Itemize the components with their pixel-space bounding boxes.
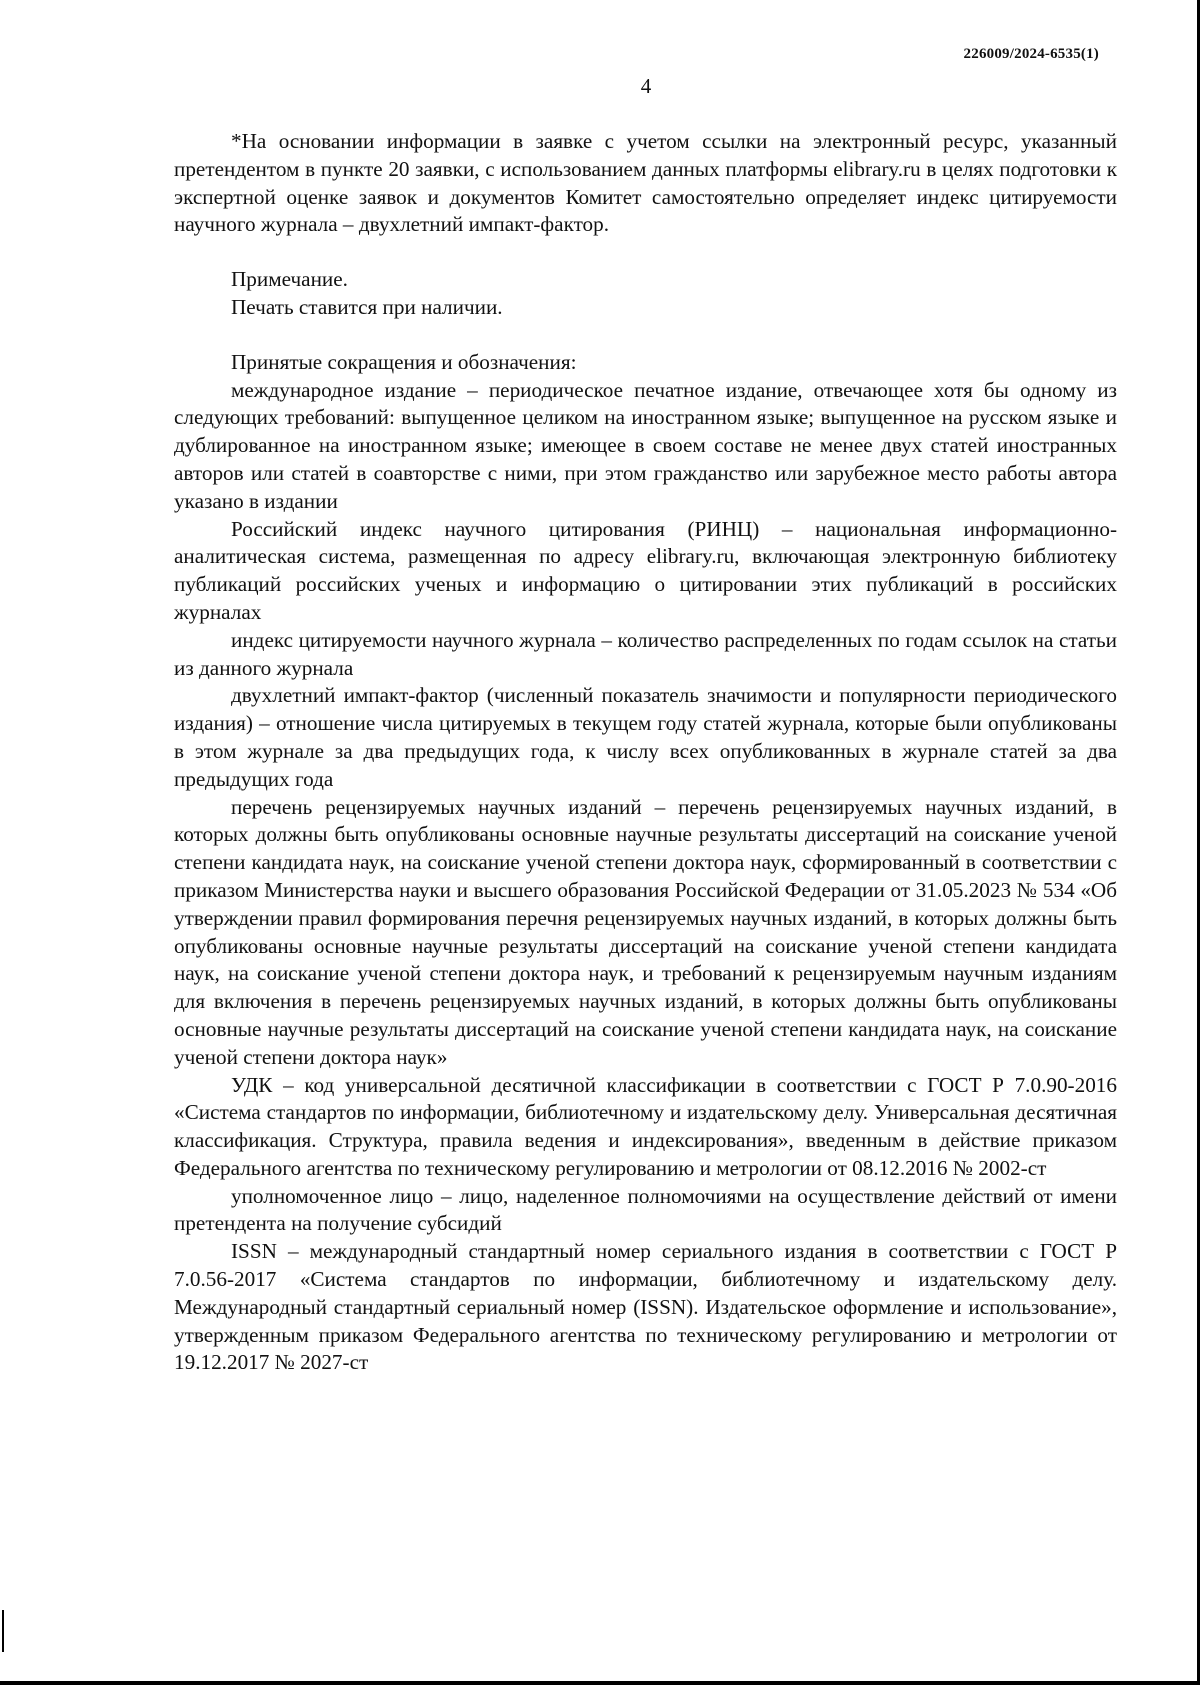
abbreviation-udk: УДК – код универсальной десятичной классификации в соответствии с ГОСТ Р 7.0.90-2016 «Система стандартов по информации, библиотечному и издательскому делу. Универсальная десятичная классификация. Структура, правила ведения и индексирования», введенным в действие приказом Федерального агентства по техническому регулированию и метрологии от 08.12.2016 № 2002-ст <box>174 1072 1117 1180</box>
document-body <box>174 128 1117 1377</box>
footnote-paragraph: *На основании информации в заявке с учетом ссылки на электронный ресурс, указанный претендентом в пункте 20 заявки, с использованием данных платформы elibrary.ru в целях подготовки к экспертной оценке заявок и документов Комитет самостоятельно определяет индекс цитируемости научного журнала – двухлетний импакт-фактор. <box>174 129 1117 237</box>
spacer <box>174 239 1117 266</box>
spacer <box>174 322 1117 349</box>
abbreviation-authorized-person: уполномоченное лицо – лицо, наделенное полномочиями на осуществление действий от имени претендента на получение субсидий <box>174 1183 1117 1236</box>
page-number: 4 <box>640 74 652 98</box>
abbreviations-title: Принятые сокращения и обозначения: <box>231 349 577 374</box>
note-title: Примечание. <box>231 267 348 292</box>
abbreviation-citation-index: индекс цитируемости научного журнала – количество распределенных по годам ссылок на статьи из данного журнала <box>174 627 1117 680</box>
abbreviation-rinc: Российский индекс научного цитирования (РИНЦ) – национальная информационно-аналитическая система, размещенная по адресу elibrary.ru, включающая электронную библиотеку публикаций российских ученых и информацию о цитировании этих публикаций в российских журналах <box>174 516 1117 624</box>
document-registration-number: 226009/2024-6535(1) <box>963 46 1099 62</box>
abbreviation-peer-reviewed-list: перечень рецензируемых научных изданий – перечень рецензируемых научных изданий, в которых должны быть опубликованы основные научные результаты диссертаций на соискание ученой степени кандидата наук, на соискание ученой степени доктора наук, сформированный в соответствии с приказом Министерства науки и высшего образования Российской Федерации от 31.05.2023 № 534 «Об утверждении правил формирования перечня рецензируемых научных изданий, в которых должны быть опубликованы основные научные результаты диссертаций на соискание ученой степени кандидата наук, на соискание ученой степени доктора наук, и требований к рецензируемым научным изданиям для включения в перечень рецензируемых научных изданий, в которых должны быть опубликованы основные научные результаты диссертаций на соискание ученой степени кандидата наук, на соискание ученой степени доктора наук» <box>174 794 1117 1069</box>
scan-mark-left <box>2 1610 4 1652</box>
abbreviation-international-edition: международное издание – периодическое печатное издание, отвечающее хотя бы одному из следующих требований: выпущенное целиком на иностранном языке; выпущенное на русском языке и дублированное на иностранном языке; имеющее в своем составе не менее двух статей иностранных авторов или статей в соавторстве с ними, при этом гражданство или зарубежное место работы автора указано в издании <box>174 377 1117 513</box>
scan-edge-bottom <box>0 1681 1200 1685</box>
note-text: Печать ставится при наличии. <box>231 294 503 319</box>
abbreviation-impact-factor: двухлетний импакт-фактор (численный показатель значимости и популярности периодического издания) – отношение числа цитируемых в текущем году статей журнала, которые были опубликованы в этом журнале за два предыдущих года, к числу всех опубликованных в журнале статей за два предыдущих года <box>174 683 1117 791</box>
abbreviation-issn: ISSN – международный стандартный номер сериального издания в соответствии с ГОСТ Р 7.0.56-2017 «Система стандартов по информации, библиотечному и издательскому делу. Международный стандартный сериальный номер (ISSN). Издательское оформление и использование», утвержденным приказом Федерального агентства по техническому регулированию и метрологии от 19.12.2017 № 2027-ст <box>174 1239 1117 1375</box>
